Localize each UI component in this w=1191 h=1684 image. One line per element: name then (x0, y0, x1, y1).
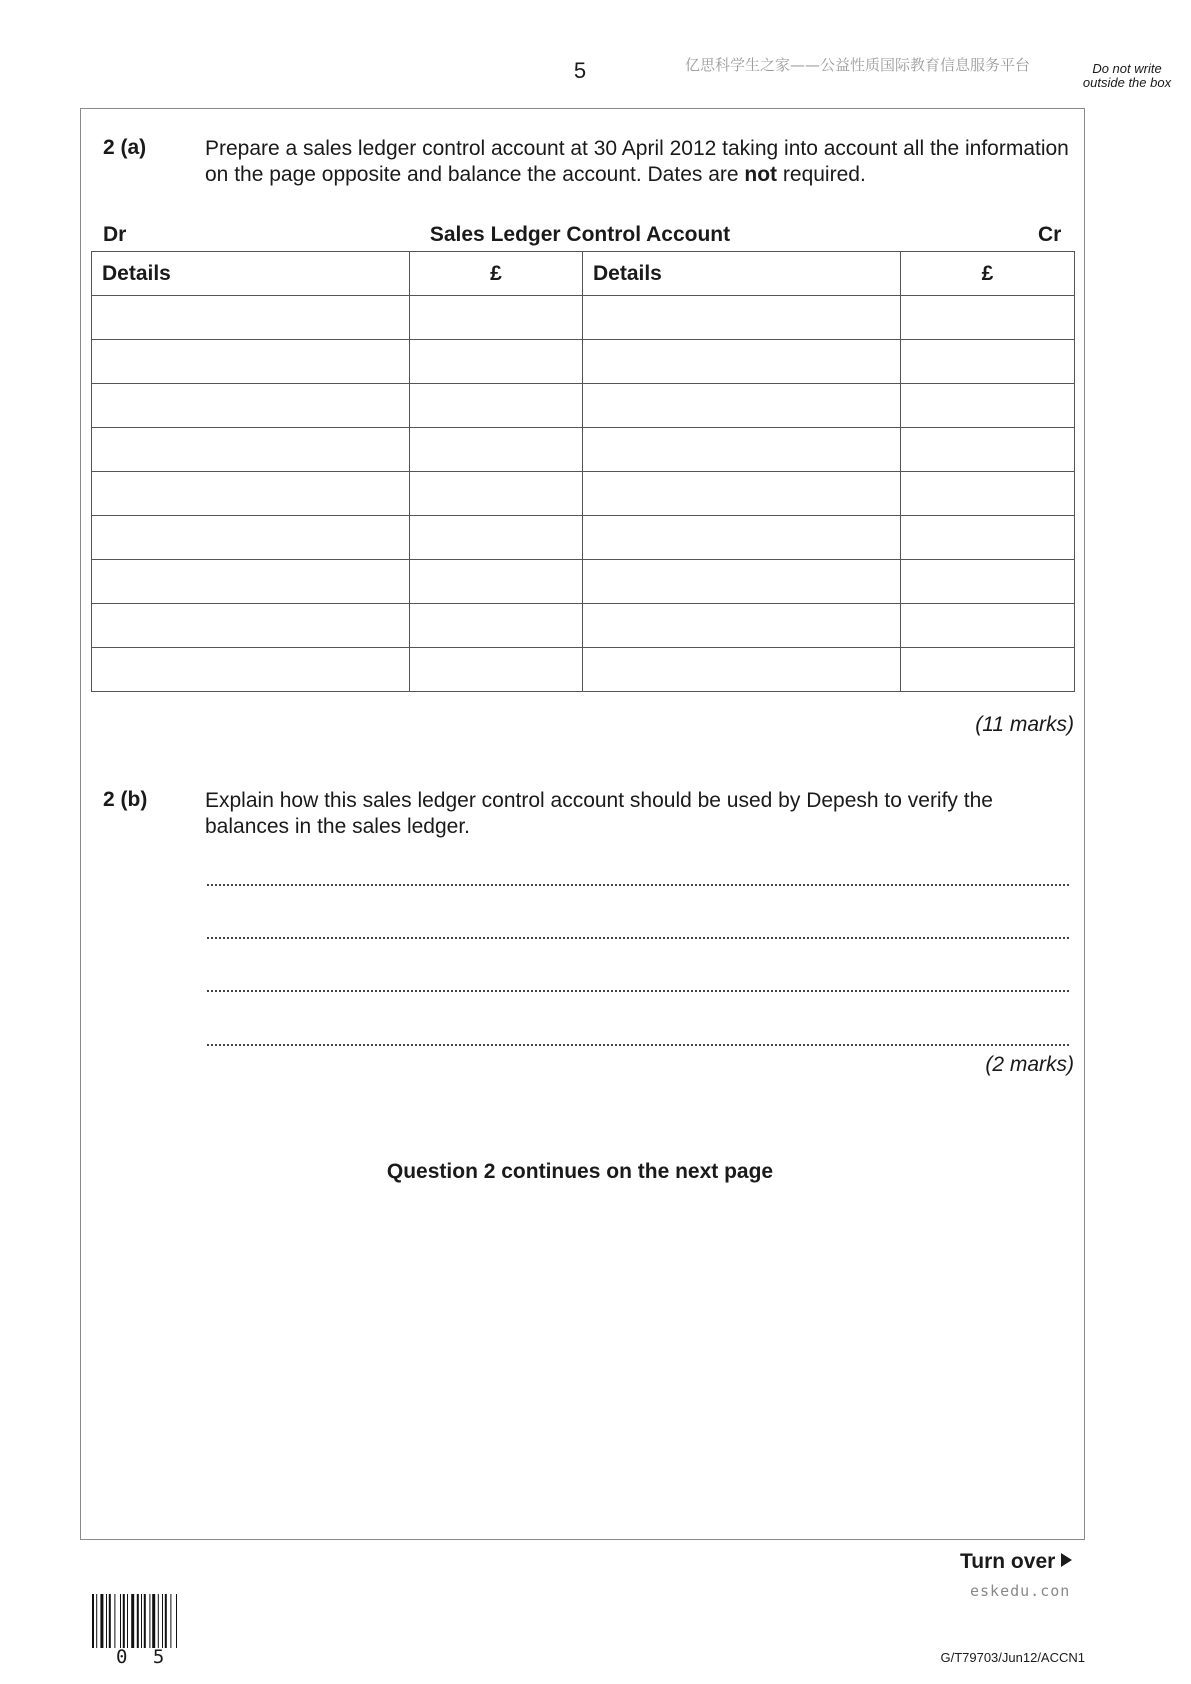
barcode-bar (131, 1594, 134, 1648)
barcode-bar (137, 1594, 139, 1648)
watermark-text: 亿思科学生之家——公益性质国际教育信息服务平台 (685, 56, 1031, 74)
debit-amount-cell[interactable] (410, 604, 583, 648)
debit-details-header: Details (92, 252, 410, 296)
table-row (92, 296, 1075, 340)
table-row (92, 604, 1075, 648)
continues-notice: Question 2 continues on the next page (386, 1160, 774, 1183)
barcode-bar (152, 1594, 155, 1648)
barcode-bar (96, 1594, 97, 1648)
debit-details-cell[interactable] (92, 340, 410, 384)
credit-amount-cell[interactable] (901, 648, 1075, 692)
credit-amount-cell[interactable] (901, 384, 1075, 428)
table-row (92, 340, 1075, 384)
debit-details-cell[interactable] (92, 428, 410, 472)
credit-amount-cell[interactable] (901, 428, 1075, 472)
table-header-row (92, 252, 1075, 296)
question-2a-number: 2 (a) (103, 136, 147, 159)
answer-line[interactable] (207, 990, 1069, 992)
debit-details-cell[interactable] (92, 516, 410, 560)
table-row (92, 472, 1075, 516)
barcode-digits: 0 5 (116, 1646, 172, 1668)
answer-line[interactable] (207, 884, 1069, 886)
debit-amount-cell[interactable] (410, 384, 583, 428)
barcode-bar (106, 1594, 107, 1648)
debit-amount-cell[interactable] (410, 340, 583, 384)
credit-amount-cell[interactable] (901, 296, 1075, 340)
answer-line[interactable] (207, 1044, 1069, 1046)
debit-amount-cell[interactable] (410, 648, 583, 692)
barcode-bar (141, 1594, 142, 1648)
table-row (92, 648, 1075, 692)
paper-code: G/T79703/Jun12/ACCN1 (940, 1650, 1085, 1665)
credit-details-cell[interactable] (583, 648, 901, 692)
credit-details-header: Details (583, 252, 901, 296)
credit-details-cell[interactable] (583, 516, 901, 560)
turn-over-label (960, 1550, 1072, 1574)
barcode-bar (120, 1594, 121, 1648)
debit-details-cell[interactable] (92, 604, 410, 648)
barcode-bar (165, 1594, 167, 1648)
sales-ledger-control-account-table (91, 251, 1075, 692)
account-title: Sales Ledger Control Account (429, 223, 731, 246)
debit-amount-cell[interactable] (410, 560, 583, 604)
barcode-bar (100, 1594, 103, 1648)
credit-label: Cr (1038, 223, 1062, 246)
credit-details-cell[interactable] (583, 604, 901, 648)
barcode-bar (92, 1594, 94, 1648)
margin-note: Do not write outside the box (1082, 61, 1172, 90)
question-2a-text-start: Prepare a sales ledger control account at 30 April 2012 taking into account all the information on the page opposite and balance the account. Dates are (205, 137, 1069, 186)
table-row (92, 516, 1075, 560)
question-2b-number: 2 (b) (103, 788, 148, 811)
debit-details-cell[interactable] (92, 296, 410, 340)
debit-label: Dr (103, 223, 127, 246)
debit-details-cell[interactable] (92, 384, 410, 428)
barcode-icon (92, 1594, 200, 1648)
debit-amount-cell[interactable] (410, 296, 583, 340)
answer-line[interactable] (207, 937, 1069, 939)
credit-details-cell[interactable] (583, 340, 901, 384)
credit-amount-cell[interactable] (901, 340, 1075, 384)
debit-amount-header: £ (410, 252, 583, 296)
turn-over-text: Turn over (960, 1550, 1056, 1573)
credit-details-cell[interactable] (583, 560, 901, 604)
credit-amount-cell[interactable] (901, 604, 1075, 648)
site-watermark: eskedu.con (970, 1582, 1071, 1600)
question-2a-text (205, 136, 1075, 188)
question-2a-emphasis: not (744, 163, 778, 186)
barcode-bar (170, 1594, 171, 1648)
credit-amount-cell[interactable] (901, 472, 1075, 516)
barcode-bar (176, 1594, 177, 1648)
credit-details-cell[interactable] (583, 428, 901, 472)
barcode-bar (149, 1594, 150, 1648)
barcode-bar (162, 1594, 163, 1648)
barcode-bar (158, 1594, 159, 1648)
debit-details-cell[interactable] (92, 472, 410, 516)
table-row (92, 428, 1075, 472)
barcode-bar (114, 1594, 115, 1648)
credit-details-cell[interactable] (583, 384, 901, 428)
credit-details-cell[interactable] (583, 472, 901, 516)
barcode-bar (123, 1594, 125, 1648)
credit-details-cell[interactable] (583, 296, 901, 340)
question-2b-marks: (2 marks) (985, 1053, 1074, 1076)
debit-amount-cell[interactable] (410, 472, 583, 516)
table-row (92, 384, 1075, 428)
question-2a-text-end: required. (777, 163, 866, 186)
barcode-bar (109, 1594, 111, 1648)
credit-amount-header: £ (901, 252, 1075, 296)
credit-amount-cell[interactable] (901, 560, 1075, 604)
debit-amount-cell[interactable] (410, 516, 583, 560)
table-row (92, 560, 1075, 604)
debit-details-cell[interactable] (92, 648, 410, 692)
barcode-bar (144, 1594, 146, 1648)
debit-amount-cell[interactable] (410, 428, 583, 472)
question-2a-marks: (11 marks) (975, 713, 1074, 736)
barcode-bar (127, 1594, 128, 1648)
debit-details-cell[interactable] (92, 560, 410, 604)
credit-amount-cell[interactable] (901, 516, 1075, 560)
turn-over-arrow-icon (1061, 1553, 1072, 1567)
page-number: 5 (573, 58, 587, 83)
question-2b-text: Explain how this sales ledger control account should be used by Depesh to verify the balances in the sales ledger. (205, 789, 993, 838)
